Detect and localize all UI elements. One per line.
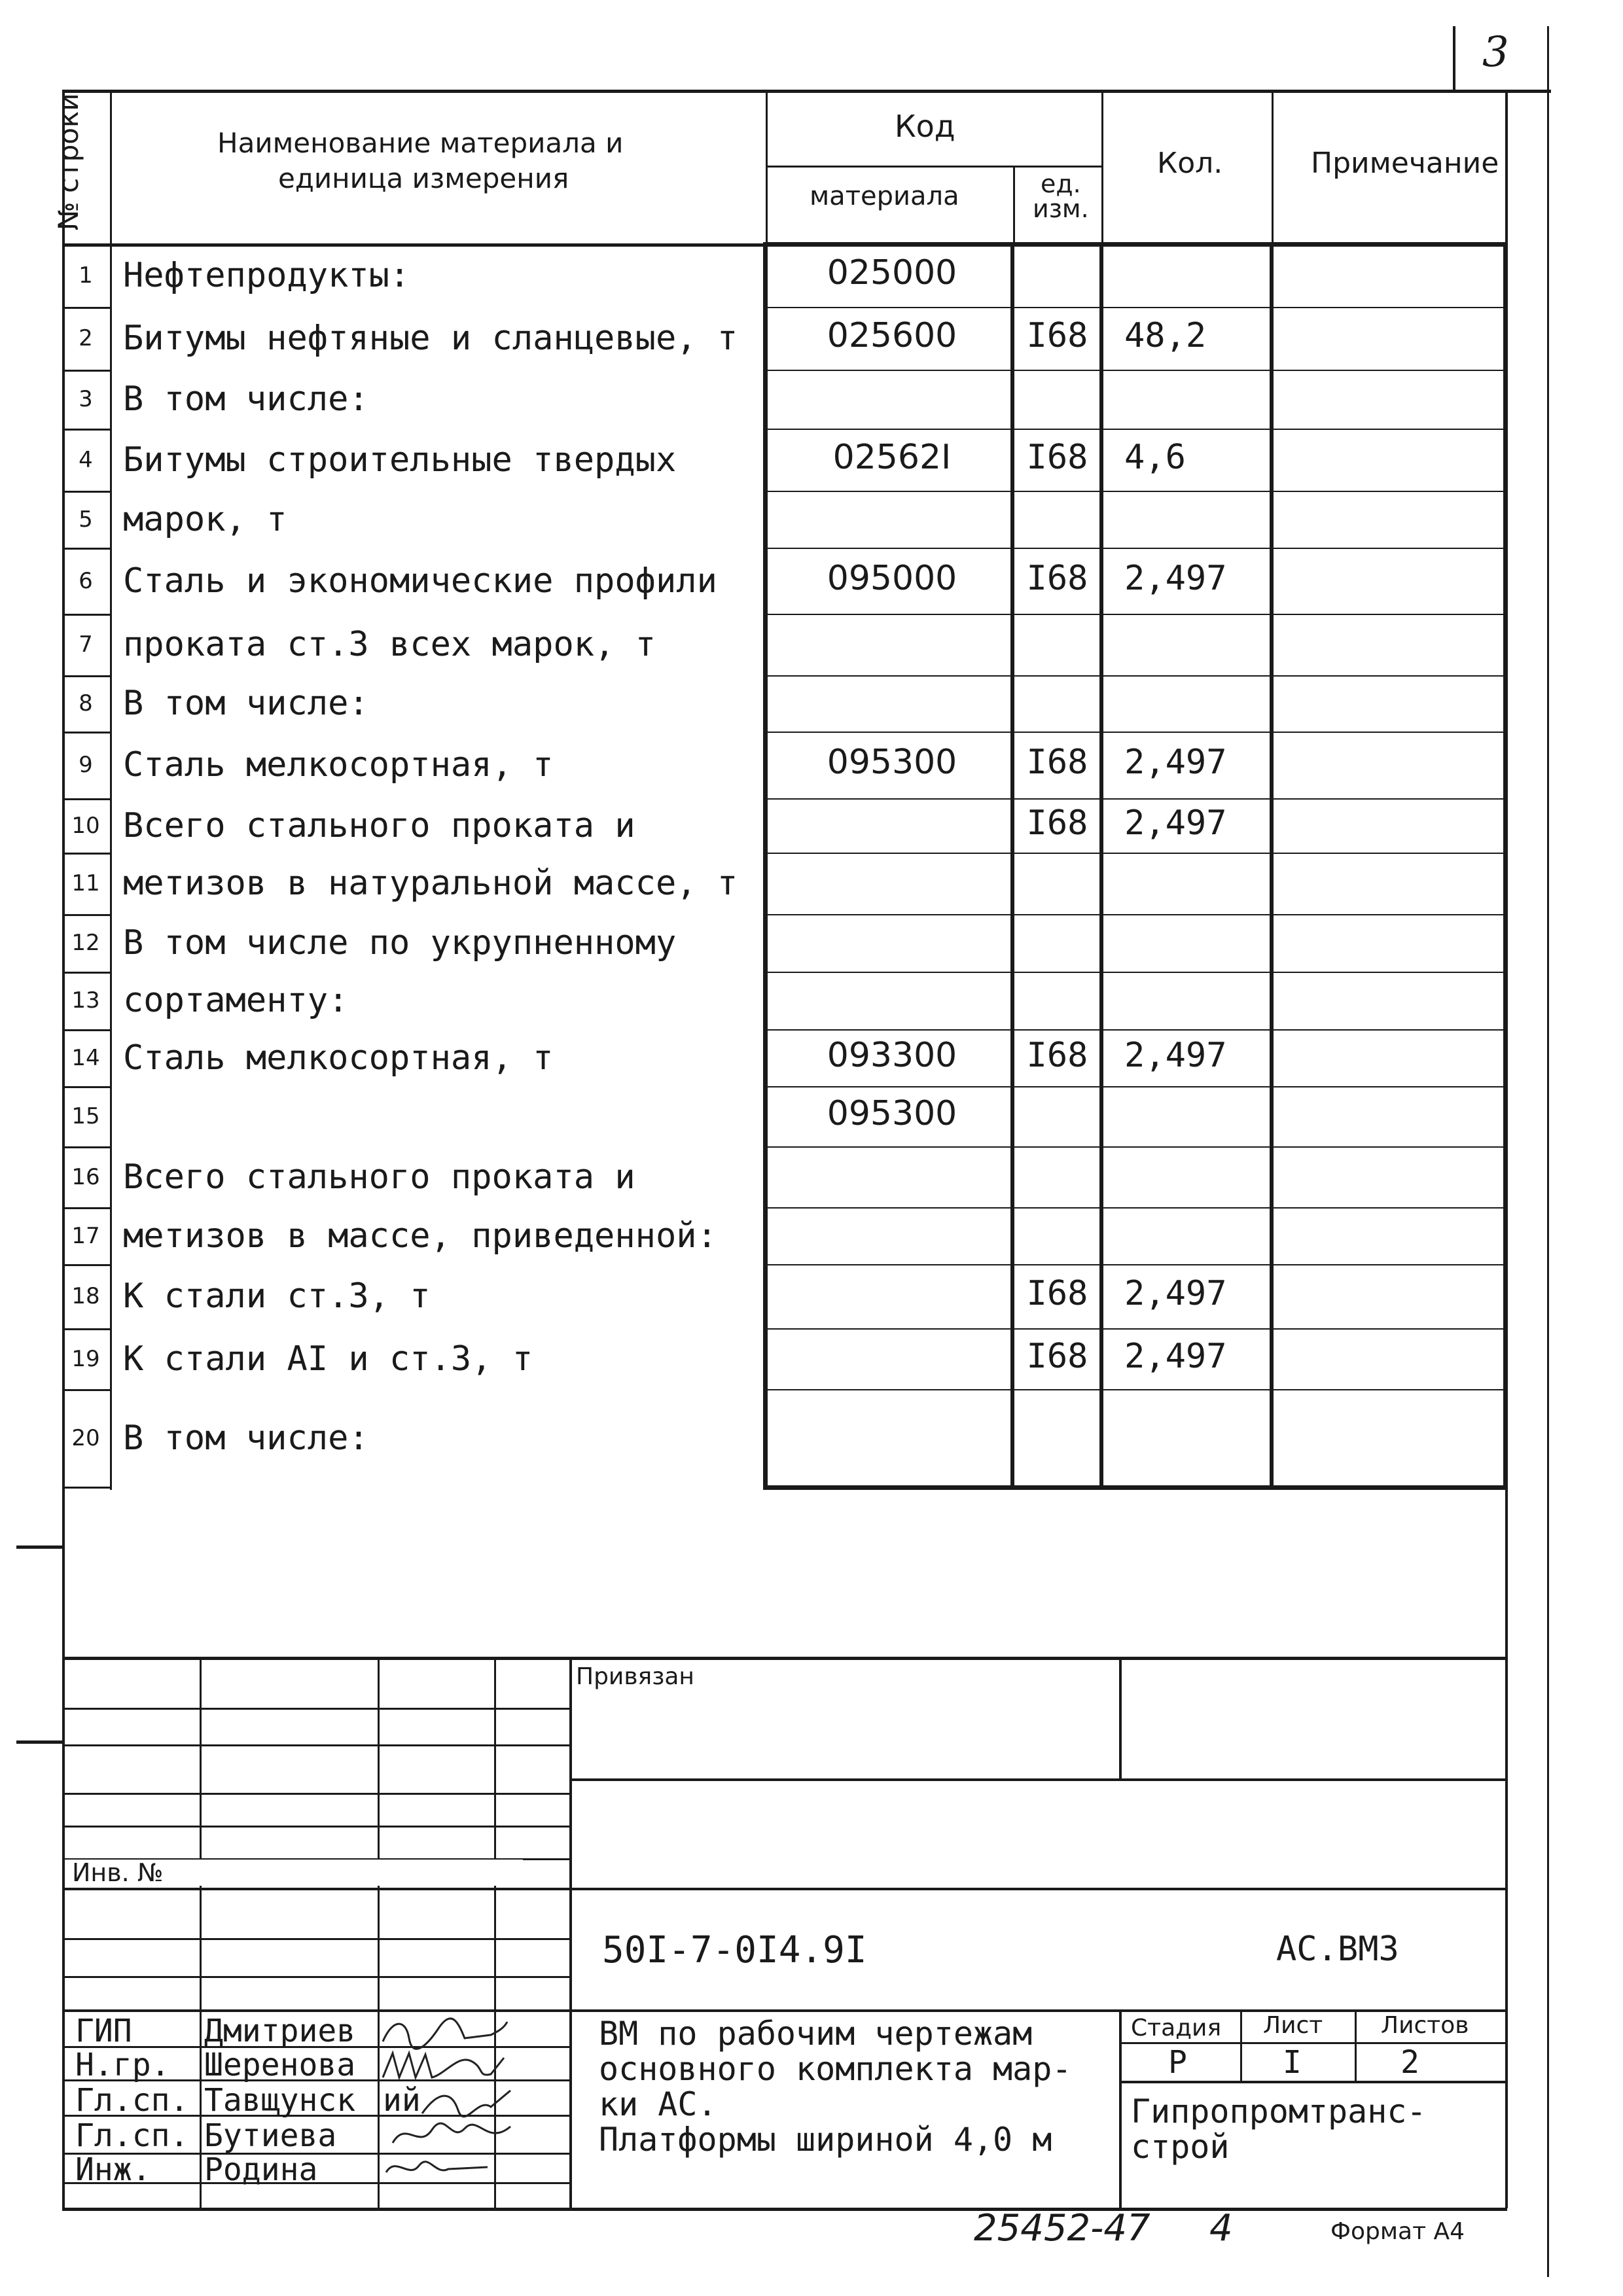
row-number: 6 <box>79 567 93 594</box>
unit-code: I68 <box>1026 437 1088 477</box>
quantity: 2,497 <box>1124 803 1227 843</box>
row-number-header: № строки <box>52 93 84 230</box>
material-code: 095300 <box>827 1094 957 1133</box>
material-name: Всего стального проката и <box>123 805 635 845</box>
name-header-line1: Наименование материала и <box>217 127 624 159</box>
privyazan-label: Привязан <box>576 1663 694 1690</box>
signature-glsp-2 <box>389 2117 514 2153</box>
handwritten-number: 25452-47 <box>974 2207 1150 2250</box>
role-glsp-2: Гл.сп. <box>75 2117 189 2154</box>
material-name: В том числе: <box>123 684 369 723</box>
material-name: Сталь мелкосортная, т <box>123 745 554 785</box>
quantity: 2,497 <box>1124 743 1227 782</box>
row-number: 19 <box>71 1345 100 1372</box>
material-name: Всего стального проката и <box>123 1157 635 1197</box>
material-name: сортаменту: <box>123 981 349 1020</box>
name-header-line2: единица измерения <box>278 162 569 194</box>
material-name: Нефтепродукты: <box>123 255 410 295</box>
doc-title-line2: основного комплекта мар- <box>599 2050 1072 2088</box>
row-number: 4 <box>79 446 93 473</box>
material-name: Битумы нефтяные и сланцевые, т <box>123 319 738 358</box>
material-name: метизов в натуральной массе, т <box>123 864 738 903</box>
material-name: В том числе по укрупненному <box>123 923 677 963</box>
row-number: 3 <box>79 386 93 412</box>
quantity: 2,497 <box>1124 558 1227 598</box>
material-code: 095300 <box>827 743 957 782</box>
material-name: В том числе: <box>123 380 369 419</box>
row-number: 2 <box>79 325 93 351</box>
unit-code: I68 <box>1026 1274 1088 1313</box>
quantity: 2,497 <box>1124 1274 1227 1313</box>
code-header: Код <box>895 109 955 144</box>
doc-code: 50I-7-0I4.9I <box>602 1929 867 1971</box>
row-number: 11 <box>71 870 100 896</box>
note-header: Примечание <box>1311 147 1499 180</box>
material-name: К стали ст.3, т <box>123 1277 431 1316</box>
material-name: метизов в массе, приведенной: <box>123 1216 717 1256</box>
org-line2: строй <box>1131 2128 1230 2166</box>
qty-header: Кол. <box>1157 147 1223 180</box>
name-gip: Дмитриев <box>204 2013 356 2049</box>
doc-title-line1: ВМ по рабочим чертежам <box>599 2015 1033 2053</box>
org-line1: Гипропромтранс- <box>1131 2093 1427 2130</box>
name-glsp-1-extra: ий <box>383 2082 421 2119</box>
role-inzh: Инж. <box>75 2151 151 2188</box>
row-number: 9 <box>79 752 93 778</box>
row-number: 7 <box>79 631 93 658</box>
unit-code: I68 <box>1026 1336 1088 1376</box>
row-number: 16 <box>71 1163 100 1190</box>
unit-code: I68 <box>1026 558 1088 598</box>
doc-title-line3: ки АС. <box>599 2085 717 2123</box>
material-name: К стали AI и ст.3, т <box>123 1339 533 1379</box>
name-inzh: Родина <box>204 2151 318 2188</box>
material-code: 093300 <box>827 1035 957 1075</box>
material-code: 095000 <box>827 558 957 598</box>
sheets-value: 2 <box>1400 2044 1419 2081</box>
footer-page-number: 4 <box>1209 2207 1233 2250</box>
signature-glsp-1 <box>419 2084 517 2120</box>
sheet-value: I <box>1283 2044 1302 2081</box>
quantity: 2,497 <box>1124 1336 1227 1376</box>
sheet-label: Лист <box>1263 2012 1323 2039</box>
material-code: 025000 <box>827 253 957 292</box>
name-ngr: Шеренова <box>204 2047 356 2083</box>
material-name: марок, т <box>123 499 287 539</box>
stage-label: Стадия <box>1131 2015 1222 2041</box>
row-number: 12 <box>71 930 100 956</box>
unit-code: I68 <box>1026 1035 1088 1075</box>
unit-code: I68 <box>1026 316 1088 355</box>
name-glsp-2: Бутиева <box>204 2117 337 2154</box>
sheets-label: Листов <box>1381 2012 1469 2039</box>
unit-code: I68 <box>1026 743 1088 782</box>
row-number: 20 <box>71 1424 100 1451</box>
row-number: 1 <box>79 262 93 289</box>
row-number: 5 <box>79 506 93 533</box>
signature-gip <box>380 2015 510 2051</box>
material-name: Сталь и экономические профили <box>123 561 717 601</box>
material-name: Битумы строительные твердых <box>123 440 677 480</box>
format-label: Формат А4 <box>1330 2218 1465 2245</box>
row-number: 14 <box>71 1044 100 1071</box>
row-number: 10 <box>71 812 100 839</box>
material-name: Сталь мелкосортная, т <box>123 1038 554 1078</box>
row-number: 13 <box>71 987 100 1014</box>
inv-no-label: Инв. № <box>72 1858 164 1887</box>
role-gip: ГИП <box>75 2013 132 2049</box>
signature-ngr <box>380 2048 510 2084</box>
row-number: 17 <box>71 1222 100 1249</box>
material-code: 02562I <box>832 437 952 477</box>
signature-inzh <box>383 2153 494 2185</box>
stage-value: Р <box>1168 2044 1187 2081</box>
unit-header-line2: изм. <box>1033 194 1089 223</box>
material-code: 025600 <box>827 316 957 355</box>
unit-header-line1: ед. <box>1041 169 1081 198</box>
unit-code: I68 <box>1026 803 1088 843</box>
row-number: 8 <box>79 690 93 716</box>
row-number: 15 <box>71 1103 100 1129</box>
material-name: В том числе: <box>123 1418 369 1458</box>
name-glsp-1: Тавщунск <box>204 2082 356 2119</box>
doc-mark: АС.ВМ3 <box>1276 1930 1399 1969</box>
material-name: проката ст.3 всех марок, т <box>123 625 656 664</box>
quantity: 48,2 <box>1124 316 1207 355</box>
quantity: 2,497 <box>1124 1035 1227 1075</box>
material-header: материала <box>810 181 959 211</box>
role-ngr: Н.гр. <box>75 2047 170 2083</box>
quantity: 4,6 <box>1124 437 1186 477</box>
doc-title-line4: Платформы шириной 4,0 м <box>599 2121 1052 2159</box>
sheet-number: 3 <box>1482 28 1509 77</box>
role-glsp-1: Гл.сп. <box>75 2082 189 2119</box>
row-number: 18 <box>71 1283 100 1309</box>
